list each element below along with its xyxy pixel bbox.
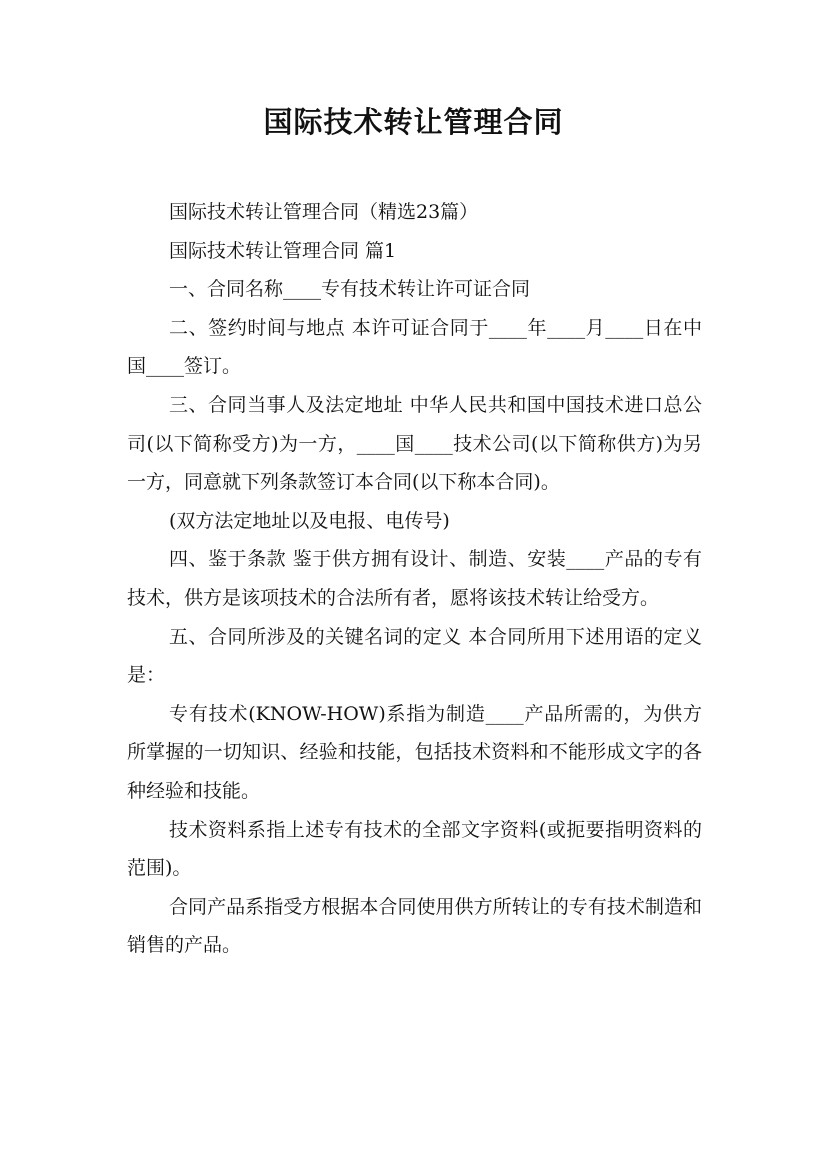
paragraph-signing-time-place: 二、签约时间与地点 本许可证合同于____年____月____日在中国____签订。	[127, 316, 702, 378]
paragraph-whereas-clause: 四、鉴于条款 鉴于供方拥有设计、制造、安装____产品的专有技术，供方是该项技术的合法所有者，愿将该技术转让给受方。	[127, 548, 702, 609]
paragraph-subtitle: 国际技术转让管理合同（精选23篇）	[169, 201, 479, 223]
paragraph-section-heading: 国际技术转让管理合同 篇1	[169, 239, 397, 262]
paragraph-contract-name: 一、合同名称____专有技术转让许可证合同	[169, 278, 531, 301]
paragraph-know-how-definition: 专有技术(KNOW-HOW)系指为制造____产品所需的，为供方所掌握的一切知识、经验和技能，包括技术资料和不能形成文字的各种经验和技能。	[127, 702, 702, 802]
document-title: 国际技术转让管理合同	[263, 105, 564, 139]
paragraph-definitions-intro: 五、合同所涉及的关键名词的定义 本合同所用下述用语的定义是：	[127, 625, 702, 687]
paragraph-technical-data-definition: 技术资料系指上述专有技术的全部文字资料(或扼要指明资料的范围)。	[127, 818, 702, 880]
paragraph-contact-note: (双方法定地址以及电报、电传号)	[169, 509, 450, 532]
paragraph-parties-addresses: 三、合同当事人及法定地址 中华人民共和国中国技术进口总公司(以下简称受方)为一方，____国____技术公司(以下简称供方)为另一方，同意就下列条款签订本合同(以下称本合同)。	[127, 393, 702, 494]
document-body	[127, 193, 702, 965]
paragraph-contract-product-definition: 合同产品系指受方根据本合同使用供方所转让的专有技术制造和销售的产品。	[127, 895, 702, 957]
